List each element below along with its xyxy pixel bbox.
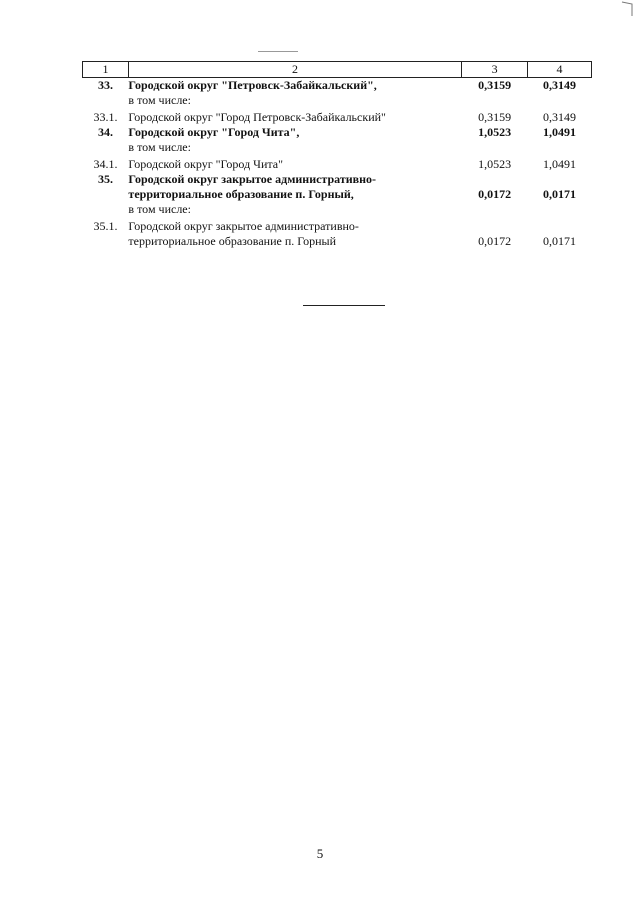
row-title: Городской округ "Город Чита" <box>128 157 284 171</box>
table-row <box>83 172 592 187</box>
row-subtitle: в том числе: <box>128 140 191 154</box>
row-title: Городской округ закрытое административно- <box>128 172 377 186</box>
row-value-col3: 0,0172 <box>478 234 512 248</box>
row-number: 35.1. <box>93 219 118 233</box>
row-value-col4: 1,0491 <box>543 157 577 171</box>
row-title: Городской округ закрытое административно- <box>128 219 359 233</box>
row-number: 34. <box>97 125 113 139</box>
table-row <box>83 78 592 94</box>
end-rule <box>303 305 385 306</box>
row-value-col3: 1,0523 <box>478 157 512 171</box>
row-value-col3: 1,0523 <box>478 125 512 139</box>
row-value-col4: 1,0491 <box>543 125 577 139</box>
table-row-sub <box>83 93 592 108</box>
row-subtitle: в том числе: <box>128 202 191 216</box>
data-table <box>82 61 592 249</box>
row-number: 33. <box>97 78 113 92</box>
row-value-col3: 0,0172 <box>478 187 512 201</box>
row-number: 34.1. <box>93 157 118 171</box>
table-row-sub <box>83 140 592 155</box>
row-value-col4: 0,0171 <box>543 187 577 201</box>
page-number: 5 <box>316 846 324 861</box>
row-title: Городской округ "Город Чита", <box>128 125 300 139</box>
row-title-cont: территориальное образование п. Горный <box>128 234 337 248</box>
header-col-3: 3 <box>462 62 528 78</box>
row-value-col4: 0,3149 <box>543 78 577 92</box>
row-number: 33.1. <box>93 110 118 124</box>
header-col-1: 1 <box>83 62 129 78</box>
table-row-sub <box>83 202 592 217</box>
header-col-4: 4 <box>528 62 592 78</box>
row-value-col3: 0,3159 <box>478 110 512 124</box>
table-header-row <box>83 62 592 78</box>
table-row <box>83 125 592 140</box>
row-title: Городской округ "Петровск-Забайкальский", <box>128 78 377 92</box>
top-rule <box>258 51 298 52</box>
table-row <box>83 219 592 234</box>
row-value-col4: 0,3149 <box>543 110 577 124</box>
row-subtitle: в том числе: <box>128 93 191 107</box>
corner-mark-icon <box>620 0 634 18</box>
row-value-col4: 0,0171 <box>543 234 577 248</box>
table-row-cont <box>83 234 592 249</box>
table-row-cont <box>83 187 592 202</box>
row-title: Городской округ "Город Петровск-Забайкальский" <box>128 110 386 124</box>
table-row <box>83 157 592 172</box>
row-number: 35. <box>97 172 113 186</box>
row-name <box>128 78 461 94</box>
row-value-col3: 0,3159 <box>478 78 512 92</box>
header-col-2: 2 <box>128 62 461 78</box>
row-title-cont: территориальное образование п. Горный, <box>128 187 354 201</box>
table-row <box>83 110 592 125</box>
